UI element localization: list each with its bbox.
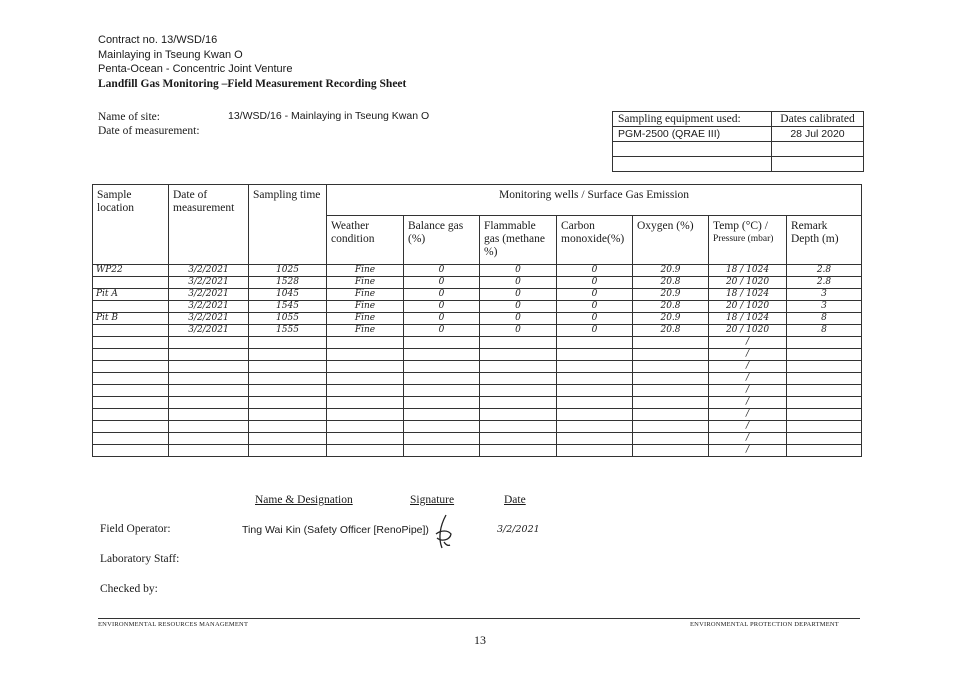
footer-rule	[98, 618, 860, 619]
temp-pressure-cell: /	[709, 373, 787, 385]
temp-pressure-cell: 18 / 1024	[709, 265, 787, 277]
header-temp-pressure	[709, 216, 787, 265]
date-cell	[169, 361, 249, 373]
flammable-gas-cell	[480, 397, 557, 409]
temp-pressure-cell: /	[709, 349, 787, 361]
carbon-monoxide-cell	[557, 349, 633, 361]
time-cell: 1055	[249, 313, 327, 325]
location-cell	[93, 445, 169, 457]
balance-gas-cell: 0	[404, 301, 480, 313]
date-cell: 3/2/2021	[169, 313, 249, 325]
date-cell: 3/2/2021	[169, 325, 249, 337]
flammable-gas-cell	[480, 361, 557, 373]
balance-gas-cell: 0	[404, 277, 480, 289]
balance-gas-cell	[404, 385, 480, 397]
time-cell	[249, 385, 327, 397]
table-row	[93, 385, 862, 397]
balance-gas-cell	[404, 397, 480, 409]
flammable-gas-cell: 0	[480, 277, 557, 289]
table-row	[93, 421, 862, 433]
site-labels	[98, 110, 200, 138]
calibration-header: Dates calibrated	[772, 112, 864, 127]
balance-gas-cell	[404, 445, 480, 457]
time-cell	[249, 433, 327, 445]
carbon-monoxide-cell	[557, 409, 633, 421]
location-cell	[93, 397, 169, 409]
balance-gas-cell	[404, 373, 480, 385]
date-cell	[169, 349, 249, 361]
header-date-of-measurement: Date of measurement	[169, 185, 249, 265]
balance-gas-cell: 0	[404, 265, 480, 277]
oxygen-cell	[633, 373, 709, 385]
header-flammable-gas: Flammable gas (methane %)	[480, 216, 557, 265]
equipment-row	[613, 157, 864, 172]
carbon-monoxide-cell	[557, 361, 633, 373]
depth-cell	[787, 361, 862, 373]
flammable-gas-cell: 0	[480, 265, 557, 277]
carbon-monoxide-cell: 0	[557, 301, 633, 313]
equipment-name	[613, 157, 772, 172]
oxygen-cell	[633, 337, 709, 349]
temp-pressure-cell: /	[709, 385, 787, 397]
balance-gas-cell	[404, 361, 480, 373]
document-header	[98, 33, 406, 91]
weather-cell	[327, 373, 404, 385]
location-cell	[93, 325, 169, 337]
date-heading: Date	[504, 494, 526, 506]
temp-pressure-cell: /	[709, 361, 787, 373]
flammable-gas-cell	[480, 337, 557, 349]
temp-pressure-cell: /	[709, 421, 787, 433]
oxygen-cell: 20.8	[633, 301, 709, 313]
carbon-monoxide-cell	[557, 433, 633, 445]
depth-cell	[787, 433, 862, 445]
temp-pressure-cell: /	[709, 409, 787, 421]
time-cell: 1555	[249, 325, 327, 337]
field-operator-date: 3/2/2021	[497, 524, 540, 535]
flammable-gas-cell	[480, 409, 557, 421]
oxygen-cell	[633, 409, 709, 421]
flammable-gas-cell	[480, 385, 557, 397]
oxygen-cell	[633, 361, 709, 373]
date-cell	[169, 385, 249, 397]
calibration-date	[772, 157, 864, 172]
oxygen-cell: 20.8	[633, 277, 709, 289]
equipment-row	[613, 127, 864, 142]
table-row	[93, 325, 862, 337]
table-row	[93, 337, 862, 349]
location-cell: Pit B	[93, 313, 169, 325]
weather-cell	[327, 349, 404, 361]
location-cell	[93, 349, 169, 361]
carbon-monoxide-cell	[557, 445, 633, 457]
carbon-monoxide-cell	[557, 397, 633, 409]
oxygen-cell: 20.9	[633, 313, 709, 325]
contract-number: Contract no. 13/WSD/16	[98, 34, 218, 46]
equipment-row	[613, 142, 864, 157]
signature-heading: Signature	[410, 494, 455, 506]
date-cell	[169, 397, 249, 409]
table-row	[93, 265, 862, 277]
time-cell: 1025	[249, 265, 327, 277]
flammable-gas-cell: 0	[480, 301, 557, 313]
temp-pressure-cell: /	[709, 397, 787, 409]
checked-by-label: Checked by:	[100, 583, 158, 595]
date-cell	[169, 445, 249, 457]
balance-gas-cell	[404, 433, 480, 445]
table-row	[93, 409, 862, 421]
oxygen-cell	[633, 433, 709, 445]
header-sample-location: Sample location	[93, 185, 169, 265]
carbon-monoxide-cell	[557, 421, 633, 433]
location-cell	[93, 409, 169, 421]
header-sampling-time: Sampling time	[249, 185, 327, 265]
temp-pressure-cell: 20 / 1020	[709, 277, 787, 289]
time-cell	[249, 373, 327, 385]
carbon-monoxide-cell	[557, 337, 633, 349]
oxygen-cell	[633, 445, 709, 457]
table-row	[93, 277, 862, 289]
location-cell	[93, 361, 169, 373]
weather-cell	[327, 421, 404, 433]
flammable-gas-cell: 0	[480, 289, 557, 301]
oxygen-cell	[633, 421, 709, 433]
carbon-monoxide-cell	[557, 385, 633, 397]
weather-cell	[327, 385, 404, 397]
equipment-header: Sampling equipment used:	[613, 112, 772, 127]
weather-cell: Fine	[327, 313, 404, 325]
depth-cell	[787, 385, 862, 397]
time-cell	[249, 337, 327, 349]
flammable-gas-cell	[480, 373, 557, 385]
equipment-header-row	[613, 112, 864, 127]
temp-pressure-cell: /	[709, 445, 787, 457]
date-cell: 3/2/2021	[169, 301, 249, 313]
date-cell: 3/2/2021	[169, 289, 249, 301]
measurement-table	[92, 184, 862, 457]
depth-cell: 8	[787, 325, 862, 337]
location-cell	[93, 337, 169, 349]
weather-cell	[327, 445, 404, 457]
flammable-gas-cell	[480, 421, 557, 433]
contractor-name: Penta-Ocean - Concentric Joint Venture	[98, 63, 293, 75]
carbon-monoxide-cell: 0	[557, 277, 633, 289]
location-cell	[93, 433, 169, 445]
laboratory-staff-label: Laboratory Staff:	[100, 553, 180, 565]
depth-cell: 2.8	[787, 277, 862, 289]
carbon-monoxide-cell: 0	[557, 289, 633, 301]
time-cell: 1545	[249, 301, 327, 313]
table-row	[93, 373, 862, 385]
location-cell	[93, 301, 169, 313]
header-temp: Temp (°C) /	[713, 220, 768, 232]
time-cell: 1045	[249, 289, 327, 301]
location-cell: Pit A	[93, 289, 169, 301]
flammable-gas-cell: 0	[480, 313, 557, 325]
table-row	[93, 397, 862, 409]
header-balance-gas: Balance gas (%)	[404, 216, 480, 265]
balance-gas-cell: 0	[404, 325, 480, 337]
oxygen-cell: 20.9	[633, 265, 709, 277]
location-cell	[93, 277, 169, 289]
temp-pressure-cell: /	[709, 433, 787, 445]
table-row	[93, 313, 862, 325]
table-row	[93, 445, 862, 457]
weather-cell: Fine	[327, 301, 404, 313]
handwritten-signature	[432, 512, 454, 552]
field-operator-name: Ting Wai Kin (Safety Officer [RenoPipe])	[242, 524, 429, 536]
carbon-monoxide-cell: 0	[557, 313, 633, 325]
time-cell	[249, 361, 327, 373]
oxygen-cell	[633, 349, 709, 361]
name-designation-heading: Name & Designation	[255, 494, 353, 506]
depth-cell	[787, 445, 862, 457]
carbon-monoxide-cell: 0	[557, 325, 633, 337]
header-weather: Weather condition	[327, 216, 404, 265]
equipment-name	[613, 142, 772, 157]
table-row	[93, 433, 862, 445]
depth-cell	[787, 397, 862, 409]
time-cell	[249, 397, 327, 409]
header-carbon-monoxide: Carbon monoxide(%)	[557, 216, 633, 265]
measurement-date-label: Date of measurement:	[98, 125, 200, 137]
weather-cell	[327, 409, 404, 421]
depth-cell	[787, 337, 862, 349]
weather-cell	[327, 397, 404, 409]
depth-cell	[787, 349, 862, 361]
temp-pressure-cell: 18 / 1024	[709, 289, 787, 301]
date-cell	[169, 337, 249, 349]
temp-pressure-cell: /	[709, 337, 787, 349]
flammable-gas-cell	[480, 433, 557, 445]
date-cell	[169, 409, 249, 421]
balance-gas-cell	[404, 337, 480, 349]
header-monitoring-wells: Monitoring wells / Surface Gas Emission	[327, 185, 862, 216]
balance-gas-cell	[404, 409, 480, 421]
flammable-gas-cell	[480, 445, 557, 457]
equipment-name: PGM-2500 (QRAE III)	[613, 127, 772, 142]
header-pressure: Pressure (mbar)	[713, 234, 774, 244]
location-cell	[93, 421, 169, 433]
weather-cell: Fine	[327, 289, 404, 301]
calibration-date: 28 Jul 2020	[772, 127, 864, 142]
table-header-row	[93, 185, 862, 216]
oxygen-cell: 20.8	[633, 325, 709, 337]
time-cell	[249, 349, 327, 361]
flammable-gas-cell	[480, 349, 557, 361]
header-remark-depth: Remark Depth (m)	[787, 216, 862, 265]
depth-cell	[787, 409, 862, 421]
balance-gas-cell: 0	[404, 313, 480, 325]
site-name-value: 13/WSD/16 - Mainlaying in Tseung Kwan O	[228, 110, 430, 122]
table-row	[93, 301, 862, 313]
temp-pressure-cell: 20 / 1020	[709, 301, 787, 313]
time-cell	[249, 421, 327, 433]
weather-cell: Fine	[327, 325, 404, 337]
page-number: 13	[474, 633, 486, 647]
depth-cell: 3	[787, 301, 862, 313]
depth-cell	[787, 373, 862, 385]
time-cell	[249, 445, 327, 457]
footer-right: ENVIRONMENTAL PROTECTION DEPARTMENT	[690, 621, 839, 628]
date-cell	[169, 433, 249, 445]
temp-pressure-cell: 20 / 1020	[709, 325, 787, 337]
oxygen-cell: 20.9	[633, 289, 709, 301]
calibration-date	[772, 142, 864, 157]
table-row	[93, 349, 862, 361]
depth-cell: 8	[787, 313, 862, 325]
temp-pressure-cell: 18 / 1024	[709, 313, 787, 325]
oxygen-cell	[633, 385, 709, 397]
header-oxygen: Oxygen (%)	[633, 216, 709, 265]
weather-cell	[327, 337, 404, 349]
site-name-label: Name of site:	[98, 111, 160, 123]
balance-gas-cell: 0	[404, 289, 480, 301]
flammable-gas-cell: 0	[480, 325, 557, 337]
measurement-rows	[93, 265, 862, 457]
time-cell	[249, 409, 327, 421]
weather-cell: Fine	[327, 265, 404, 277]
field-operator-label: Field Operator:	[100, 523, 171, 535]
weather-cell: Fine	[327, 277, 404, 289]
table-row	[93, 289, 862, 301]
document-title: Landfill Gas Monitoring –Field Measurement Recording Sheet	[98, 77, 407, 90]
table-row	[93, 361, 862, 373]
weather-cell	[327, 433, 404, 445]
date-cell: 3/2/2021	[169, 277, 249, 289]
oxygen-cell	[633, 397, 709, 409]
depth-cell: 2.8	[787, 265, 862, 277]
time-cell: 1528	[249, 277, 327, 289]
footer-left: ENVIRONMENTAL RESOURCES MANAGEMENT	[98, 621, 249, 628]
location-cell	[93, 373, 169, 385]
depth-cell	[787, 421, 862, 433]
balance-gas-cell	[404, 349, 480, 361]
location-cell	[93, 385, 169, 397]
date-cell: 3/2/2021	[169, 265, 249, 277]
date-cell	[169, 373, 249, 385]
weather-cell	[327, 361, 404, 373]
project-name: Mainlaying in Tseung Kwan O	[98, 48, 243, 61]
carbon-monoxide-cell	[557, 373, 633, 385]
date-cell	[169, 421, 249, 433]
depth-cell: 3	[787, 289, 862, 301]
location-cell: WP22	[93, 265, 169, 277]
carbon-monoxide-cell: 0	[557, 265, 633, 277]
balance-gas-cell	[404, 421, 480, 433]
equipment-table	[612, 111, 864, 172]
